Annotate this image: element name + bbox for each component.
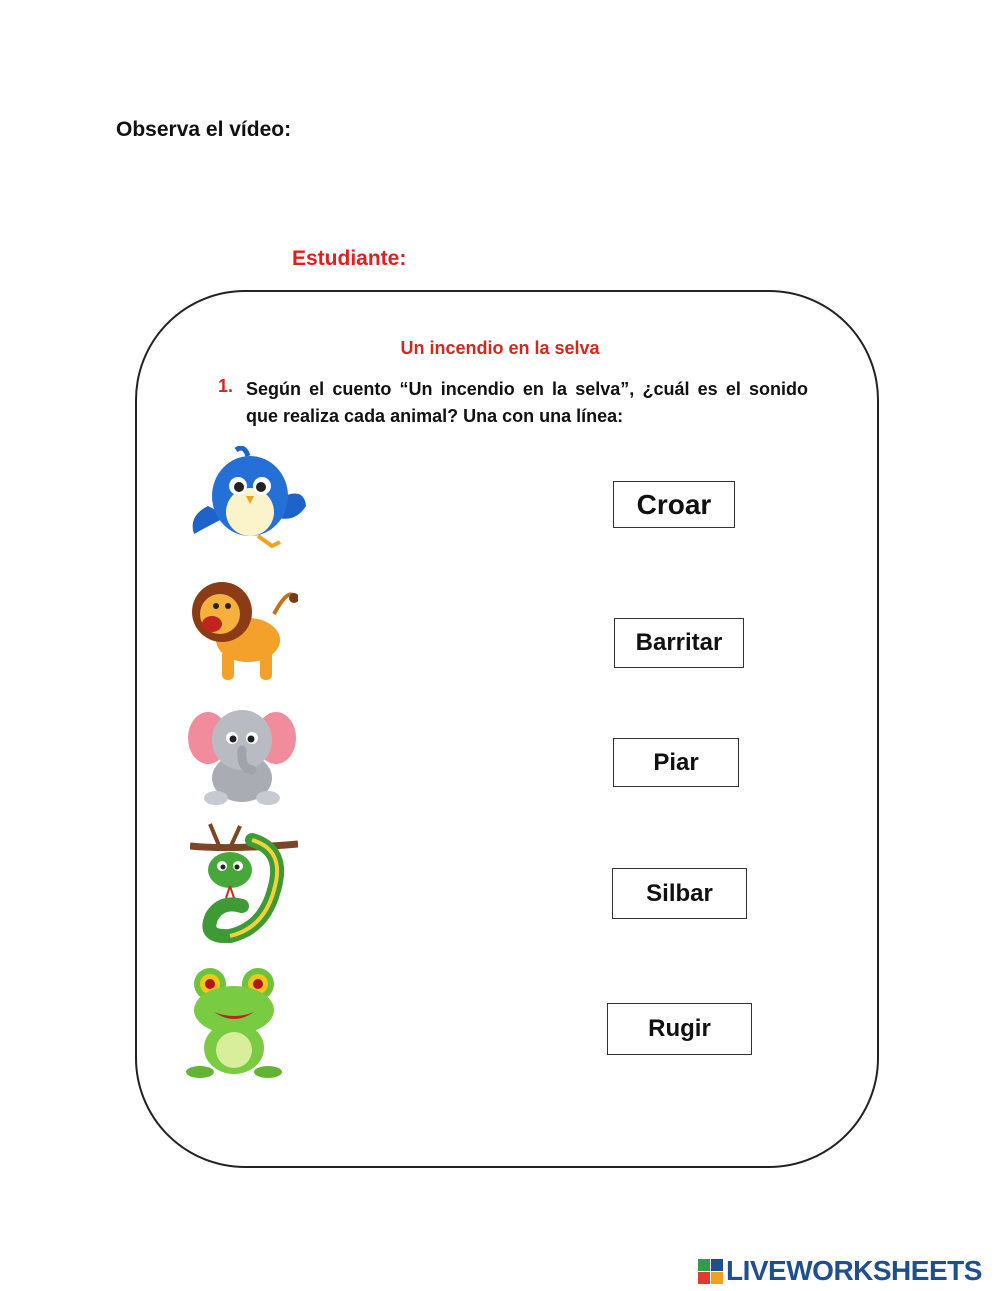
logo-blocks-icon — [698, 1259, 723, 1284]
question-number: 1. — [218, 376, 234, 396]
answer-box-rugir[interactable]: Rugir — [607, 1003, 752, 1055]
lion-picture[interactable] — [186, 574, 298, 688]
answer-box-piar[interactable]: Piar — [613, 738, 739, 787]
snake-picture[interactable] — [190, 820, 298, 948]
question-text: Según el cuento “Un incendio en la selva”, ¿cuál es el sonido que realiza cada animal? Una con una línea: — [246, 379, 808, 426]
brand-name: LIVEWORKSHEETS — [726, 1255, 982, 1286]
liveworksheets-logo — [698, 1255, 982, 1287]
answer-box-croar[interactable]: Croar — [613, 481, 735, 528]
bird-picture[interactable] — [188, 446, 308, 552]
story-title: Un incendio en la selva — [400, 338, 600, 358]
instruction-text: Observa el vídeo: — [116, 118, 292, 141]
answer-box-silbar[interactable]: Silbar — [612, 868, 747, 919]
student-label: Estudiante: — [292, 247, 407, 270]
elephant-picture[interactable] — [186, 700, 298, 806]
answer-box-barritar[interactable]: Barritar — [614, 618, 744, 668]
frog-picture[interactable] — [186, 962, 282, 1082]
